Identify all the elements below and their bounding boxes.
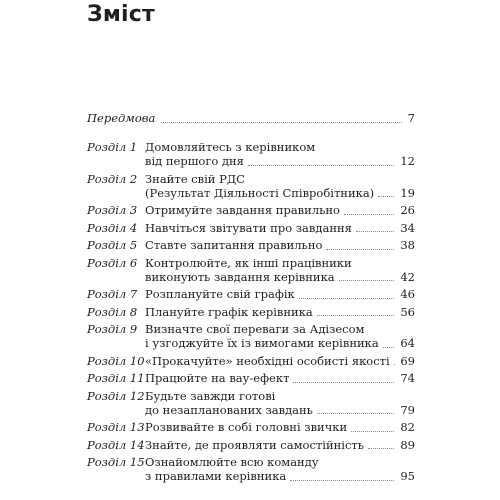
chapter-title-line xyxy=(145,221,375,235)
page-number: 34 xyxy=(400,220,415,235)
chapter-title-text: Розплануйте свій графік xyxy=(145,287,295,301)
chapter-title xyxy=(145,287,375,301)
dot-leader xyxy=(317,413,394,414)
chapter-title-text: «Прокачуйте» необхідні особисті якості xyxy=(145,353,390,368)
page-number: 19 xyxy=(400,185,415,200)
page-number: 7 xyxy=(407,111,415,125)
chapter-title-text: Знайте свій РДС xyxy=(145,171,245,186)
chapter-title-line xyxy=(145,403,375,417)
chapter-title xyxy=(145,238,375,252)
chapter-title-text: виконують завдання керівника xyxy=(145,269,335,284)
chapter-label: Розділ 14 xyxy=(87,437,145,452)
chapter-title xyxy=(145,172,375,200)
chapter-label: Розділ 5 xyxy=(87,238,138,252)
chapter-label: Розділ 2 xyxy=(87,171,138,186)
chapter-title-text: Домовляйтесь з керівником xyxy=(145,140,316,154)
dot-leader xyxy=(394,364,395,365)
page-number: 79 xyxy=(400,402,415,417)
chapter-title xyxy=(145,322,379,350)
chapter-title-text: (Результат Діяльності Співробітника) xyxy=(145,185,375,200)
chapter-title-text: Ставте запитання правильно xyxy=(145,238,323,252)
chapter-title-text: Будьте завжди готові xyxy=(145,388,276,403)
preface-label: Передмова xyxy=(87,111,156,125)
page-title: Зміст xyxy=(87,2,155,27)
page-number: 38 xyxy=(400,238,415,252)
page-number: 69 xyxy=(400,353,415,368)
chapter-title xyxy=(145,305,375,319)
chapter-label: Розділ 3 xyxy=(87,203,138,217)
dot-leader xyxy=(351,431,394,432)
chapter-title-line xyxy=(145,203,375,217)
chapter-title-text: з правилами керівника xyxy=(145,469,287,483)
chapter-label: Розділ 6 xyxy=(87,255,138,270)
dot-leader xyxy=(299,298,395,299)
chapter-title-line xyxy=(145,353,390,368)
chapter-label: Розділ 9 xyxy=(87,322,138,336)
chapter-title-text: Навчіться звітувати про завдання xyxy=(145,220,352,235)
chapter-title-text: Розвивайте в собі головні звички xyxy=(145,420,348,434)
chapter-title-line xyxy=(145,287,375,301)
dot-leader xyxy=(378,196,394,197)
page-number: 82 xyxy=(400,420,415,434)
chapter-label: Розділ 8 xyxy=(87,304,138,319)
dot-leader xyxy=(317,315,395,316)
chapter-title-text: Отримуйте завдання правильно xyxy=(145,203,340,217)
chapter-title-text: Контролюйте, як інші працівники xyxy=(145,255,352,270)
chapter-title-text: до незапланованих завдань xyxy=(145,402,313,417)
dot-leader xyxy=(344,214,394,215)
chapter-title-line xyxy=(145,371,375,385)
dot-leader xyxy=(356,231,394,232)
page-number: 12 xyxy=(400,154,415,168)
dot-leader xyxy=(161,122,401,123)
chapter-title xyxy=(145,371,375,385)
page-number: 95 xyxy=(400,469,415,483)
dot-leader xyxy=(290,480,394,481)
chapter-title xyxy=(145,438,375,452)
chapter-title-line xyxy=(145,322,375,336)
chapter-title xyxy=(145,203,375,217)
page-number: 42 xyxy=(400,269,415,284)
dot-leader xyxy=(383,347,395,348)
chapter-title xyxy=(145,420,375,434)
page-number: 64 xyxy=(400,336,415,350)
page-number: 74 xyxy=(400,371,415,385)
chapter-title-line xyxy=(145,140,375,154)
page-number: 26 xyxy=(400,203,415,217)
page-number: 46 xyxy=(400,287,415,301)
chapter-title-line xyxy=(145,469,375,483)
chapter-title-text: Визначте свої переваги за Адізесом xyxy=(145,322,365,336)
chapter-title xyxy=(145,221,375,235)
chapter-title-line xyxy=(145,305,375,319)
chapter-title-text: від першого дня xyxy=(145,154,244,168)
dot-leader xyxy=(293,382,394,383)
chapter-label: Розділ 10 xyxy=(87,353,145,368)
chapter-title-line xyxy=(145,154,375,168)
chapter-label: Розділ 15 xyxy=(87,455,145,469)
chapter-title-line xyxy=(145,420,375,434)
chapter-label: Розділ 12 xyxy=(87,388,145,403)
chapter-title xyxy=(145,353,390,368)
chapter-title-line xyxy=(145,455,375,469)
dot-leader xyxy=(248,165,394,166)
chapter-title-text: і узгоджуйте їх із вимогами керівника xyxy=(145,336,379,350)
chapter-title-line xyxy=(145,270,375,284)
page-number: 56 xyxy=(400,304,415,319)
chapter-title-text: Плануйте графік керівника xyxy=(145,304,313,319)
chapter-title-text: Знайте, де проявляти самостійність xyxy=(145,437,365,452)
chapter-title-text: Працюйте на вау-ефект xyxy=(145,371,290,385)
dot-leader xyxy=(326,249,394,250)
chapter-title-line xyxy=(145,238,375,252)
dot-leader xyxy=(339,280,395,281)
chapter-title-line xyxy=(145,186,375,200)
chapter-label: Розділ 4 xyxy=(87,220,138,235)
chapter-title-text: Ознайомлюйте всю команду xyxy=(145,455,319,469)
chapter-label: Розділ 1 xyxy=(87,140,138,154)
chapter-title-line xyxy=(145,172,375,186)
dot-leader xyxy=(368,448,394,449)
chapter-label: Розділ 11 xyxy=(87,371,145,385)
page-number: 89 xyxy=(400,437,415,452)
chapter-title-line xyxy=(145,336,379,350)
chapter-label: Розділ 13 xyxy=(87,420,145,434)
chapter-title-line xyxy=(145,389,375,403)
chapter-title-line xyxy=(145,256,375,270)
chapter-label: Розділ 7 xyxy=(87,287,138,301)
chapter-title-line xyxy=(145,438,375,452)
